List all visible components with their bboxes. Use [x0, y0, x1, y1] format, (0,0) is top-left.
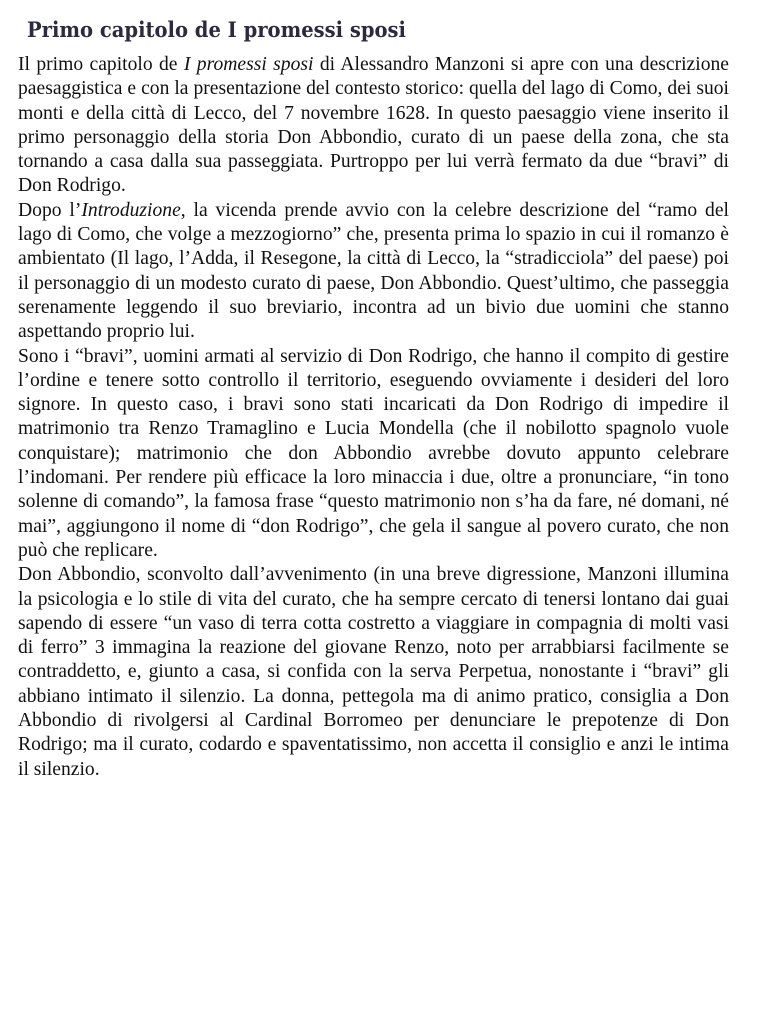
introduction-italic: Introduzione — [81, 199, 181, 221]
paragraph-2-text-start: Dopo l’ — [18, 199, 82, 221]
paragraph-2-text-end: , la vicenda prende avvio con la celebre descrizione del “ramo del lago di Como, che volge a mezzogiorno” che, presenta prima lo spazio in cui il romanzo è ambientato (Il lago, l’Adda, il Resegone, la città di Lecco, la “stradicciola” del paese) poi il personaggio di un modesto curato di paese, Don Abbondio. Quest’ultimo, che passeggia serenamente leggendo il suo breviario, incontra ad un bivio due uomini che stanno aspettando proprio lui. — [18, 199, 729, 343]
paragraph-3: Sono i “bravi”, uomini armati al servizio di Don Rodrigo, che hanno il compito di gestire l’ordine e tenere sotto controllo il territorio, eseguendo ovviamente i desideri del loro signore. In questo caso, i bravi sono stati incaricati da Don Rodrigo di impedire il matrimonio tra Renzo Tramaglino e Lucia Mondella (che il nobilotto spagnolo vuole conquistare); matrimonio che don Abbondio avrebbe dovuto appunto celebrare l’indomani. Per rendere più efficace la loro minaccia i due, oltre a pronunciare, “in tono solenne di comando”, la famosa frase “questo matrimonio non s’ha da fare, né domani, né mai”, aggiungono il nome di “don Rodrigo”, che gela il sangue al povero curato, che non può che replicare. — [18, 345, 729, 561]
paragraph-4: Don Abbondio, sconvolto dall’avvenimento (in una breve digressione, Manzoni illumina la psicologia e lo stile di vita del curato, che ha sempre cercato di tenersi lontano dai guai sapendo di essere “un vaso di terra cotta costretto a viaggiare in compagnia di molti vasi di ferro” 3 immagina la reazione del giovane Renzo, noto per arrabbiarsi facilmente se contraddetto, e, giunto a casa, si confida con la serva Perpetua, nonostante i “bravi” gli abbiano intimato il silenzio. La donna, pettegola ma di animo pratico, consiglia a Don Abbondio di rivolgersi al Cardinal Borromeo per denunciare le prepotenze di Don Rodrigo; ma il curato, codardo e spaventatissimo, non accetta il consiglio e anzi le intima il silenzio. — [18, 564, 729, 780]
article-body — [18, 53, 729, 782]
paragraph-1-text-start: Il primo capitolo de — [18, 54, 184, 75]
page-title: Primo capitolo de I promessi sposi — [27, 17, 406, 42]
book-title-italic: I promessi sposi — [183, 54, 314, 75]
paragraph-2 — [18, 199, 729, 345]
paragraph-1-text-end: di Alessandro Manzoni si apre con una descrizione paesaggistica e con la presentazione del contesto storico: quella del lago di Como, dei suoi monti e della città di Lecco, del 7 novembre 1628. In questo paesaggio viene inserito il primo personaggio della storia Don Abbondio, curato di un paese della zona, che sta tornando a casa dalla sua passeggiata. Purtroppo per lui verrà fermato da due “bravi” di Don Rodrigo. — [18, 54, 729, 197]
paragraph-1 — [18, 53, 729, 199]
